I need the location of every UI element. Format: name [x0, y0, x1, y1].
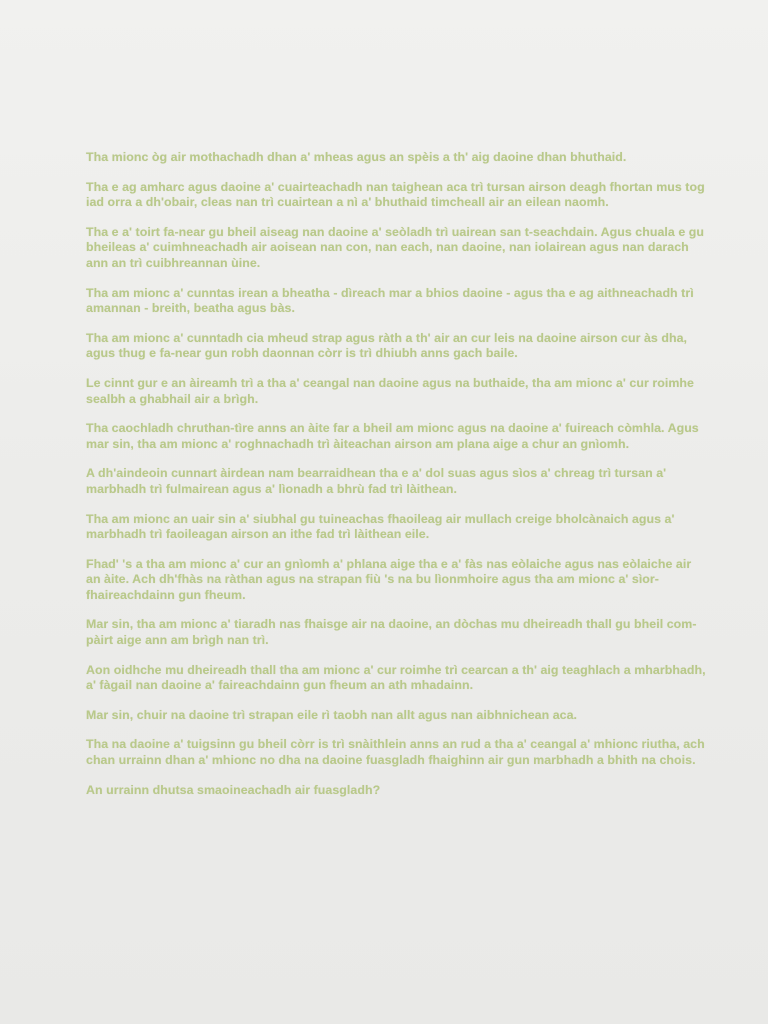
paragraph: Tha am mionc a' cunntas irean a bheatha - dìreach mar a bhios daoine - agus tha e ag aithneachadh trì amannan - breith, beatha agus bàs.: [86, 285, 694, 316]
paragraph: Fhad' 's a tha am mionc a' cur an gnìomh a' phlana aige tha e a' fàs nas eòlaiche agus nas eòlaiche air an àite. Ach dh'fhàs na ràthan agus na strapan fiù 's na bu lìonmhoire agus tha am mionc a' sìor-fhaireachdainn gun fheum.: [86, 556, 692, 602]
paragraph: Tha am mionc an uair sin a' siubhal gu tuineachas fhaoileag air mullach creige bholcànaich agus a' marbhadh trì faoileagan airson an ithe fad trì làithean eile.: [86, 511, 675, 542]
document-body: [86, 150, 706, 812]
paragraph: A dh'aindeoin cunnart àirdean nam bearraidhean tha e a' dol suas agus sìos a' chreag trì tursan a' marbhadh trì fulmairean agus a' lìonadh a bhrù fad trì làithean.: [86, 466, 667, 496]
paragraph: Le cinnt gur e an àireamh trì a tha a' ceangal nan daoine agus na buthaide, tha am mionc a' cur roimhe sealbh a ghabhail air a brìgh.: [86, 375, 694, 406]
paragraph: Tha mionc òg air mothachadh dhan a' mheas agus an spèis a th' aig daoine dhan bhuthaid.: [86, 150, 627, 164]
paragraph: Aon oidhche mu dheireadh thall tha am mionc a' cur roimhe trì cearcan a th' aig teaghlach a mharbhadh, a' fàgail nan daoine a' faireachdainn gun fheum an ath mhadainn.: [86, 662, 706, 693]
paragraph: Mar sin, chuir na daoine trì strapan eile rì taobh nan allt agus nan aibhnichean aca.: [86, 707, 578, 722]
closing-question: An urrainn dhutsa smaoineachadh air fuasgladh?: [86, 782, 381, 797]
paragraph: Tha na daoine a' tuigsinn gu bheil còrr is trì snàithlein anns an rud a tha a' ceangal a' mhionc riutha, ach chan urrainn dhan a' mhionc no dha na daoine fuasgladh fhaighinn air gun marbhadh a bhith na chois.: [86, 737, 705, 768]
paragraph: Tha caochladh chruthan-tìre anns an àite far a bheil am mionc agus na daoine a' fuireach còmhla. Agus mar sin, tha am mionc a' roghnachadh trì àiteachan airson am plana aige a chur an gnìomh.: [86, 421, 699, 451]
paragraph: Tha am mionc a' cunntadh cia mheud strap agus ràth a th' air an cur leis na daoine airson cur às dha, agus thug e fa-near gun robh daonnan còrr is trì dhiubh anns gach baile.: [86, 330, 688, 361]
paragraph: Tha e ag amharc agus daoine a' cuairteachadh nan taighean aca trì tursan airson deagh fhortan mus tog iad orra a dh'obair, cleas nan trì cuairtean a nì a' bhuthaid timcheall air an eilean naomh.: [86, 179, 705, 210]
paragraph: Tha e a' toirt fa-near gu bheil aiseag nan daoine a' seòladh trì uairean san t-seachdain. Agus chuala e gu bheileas a' cuimhneachadh air aoisean nan con, nan each, nan daoine, nan iolairean agus nan darach ann an trì cuibhreannan ùine.: [86, 224, 705, 270]
paragraph: Mar sin, tha am mionc a' tiaradh nas fhaisge air na daoine, an dòchas mu dheireadh thall gu bheil com-pàirt aige ann am brìgh nan trì.: [86, 617, 697, 648]
